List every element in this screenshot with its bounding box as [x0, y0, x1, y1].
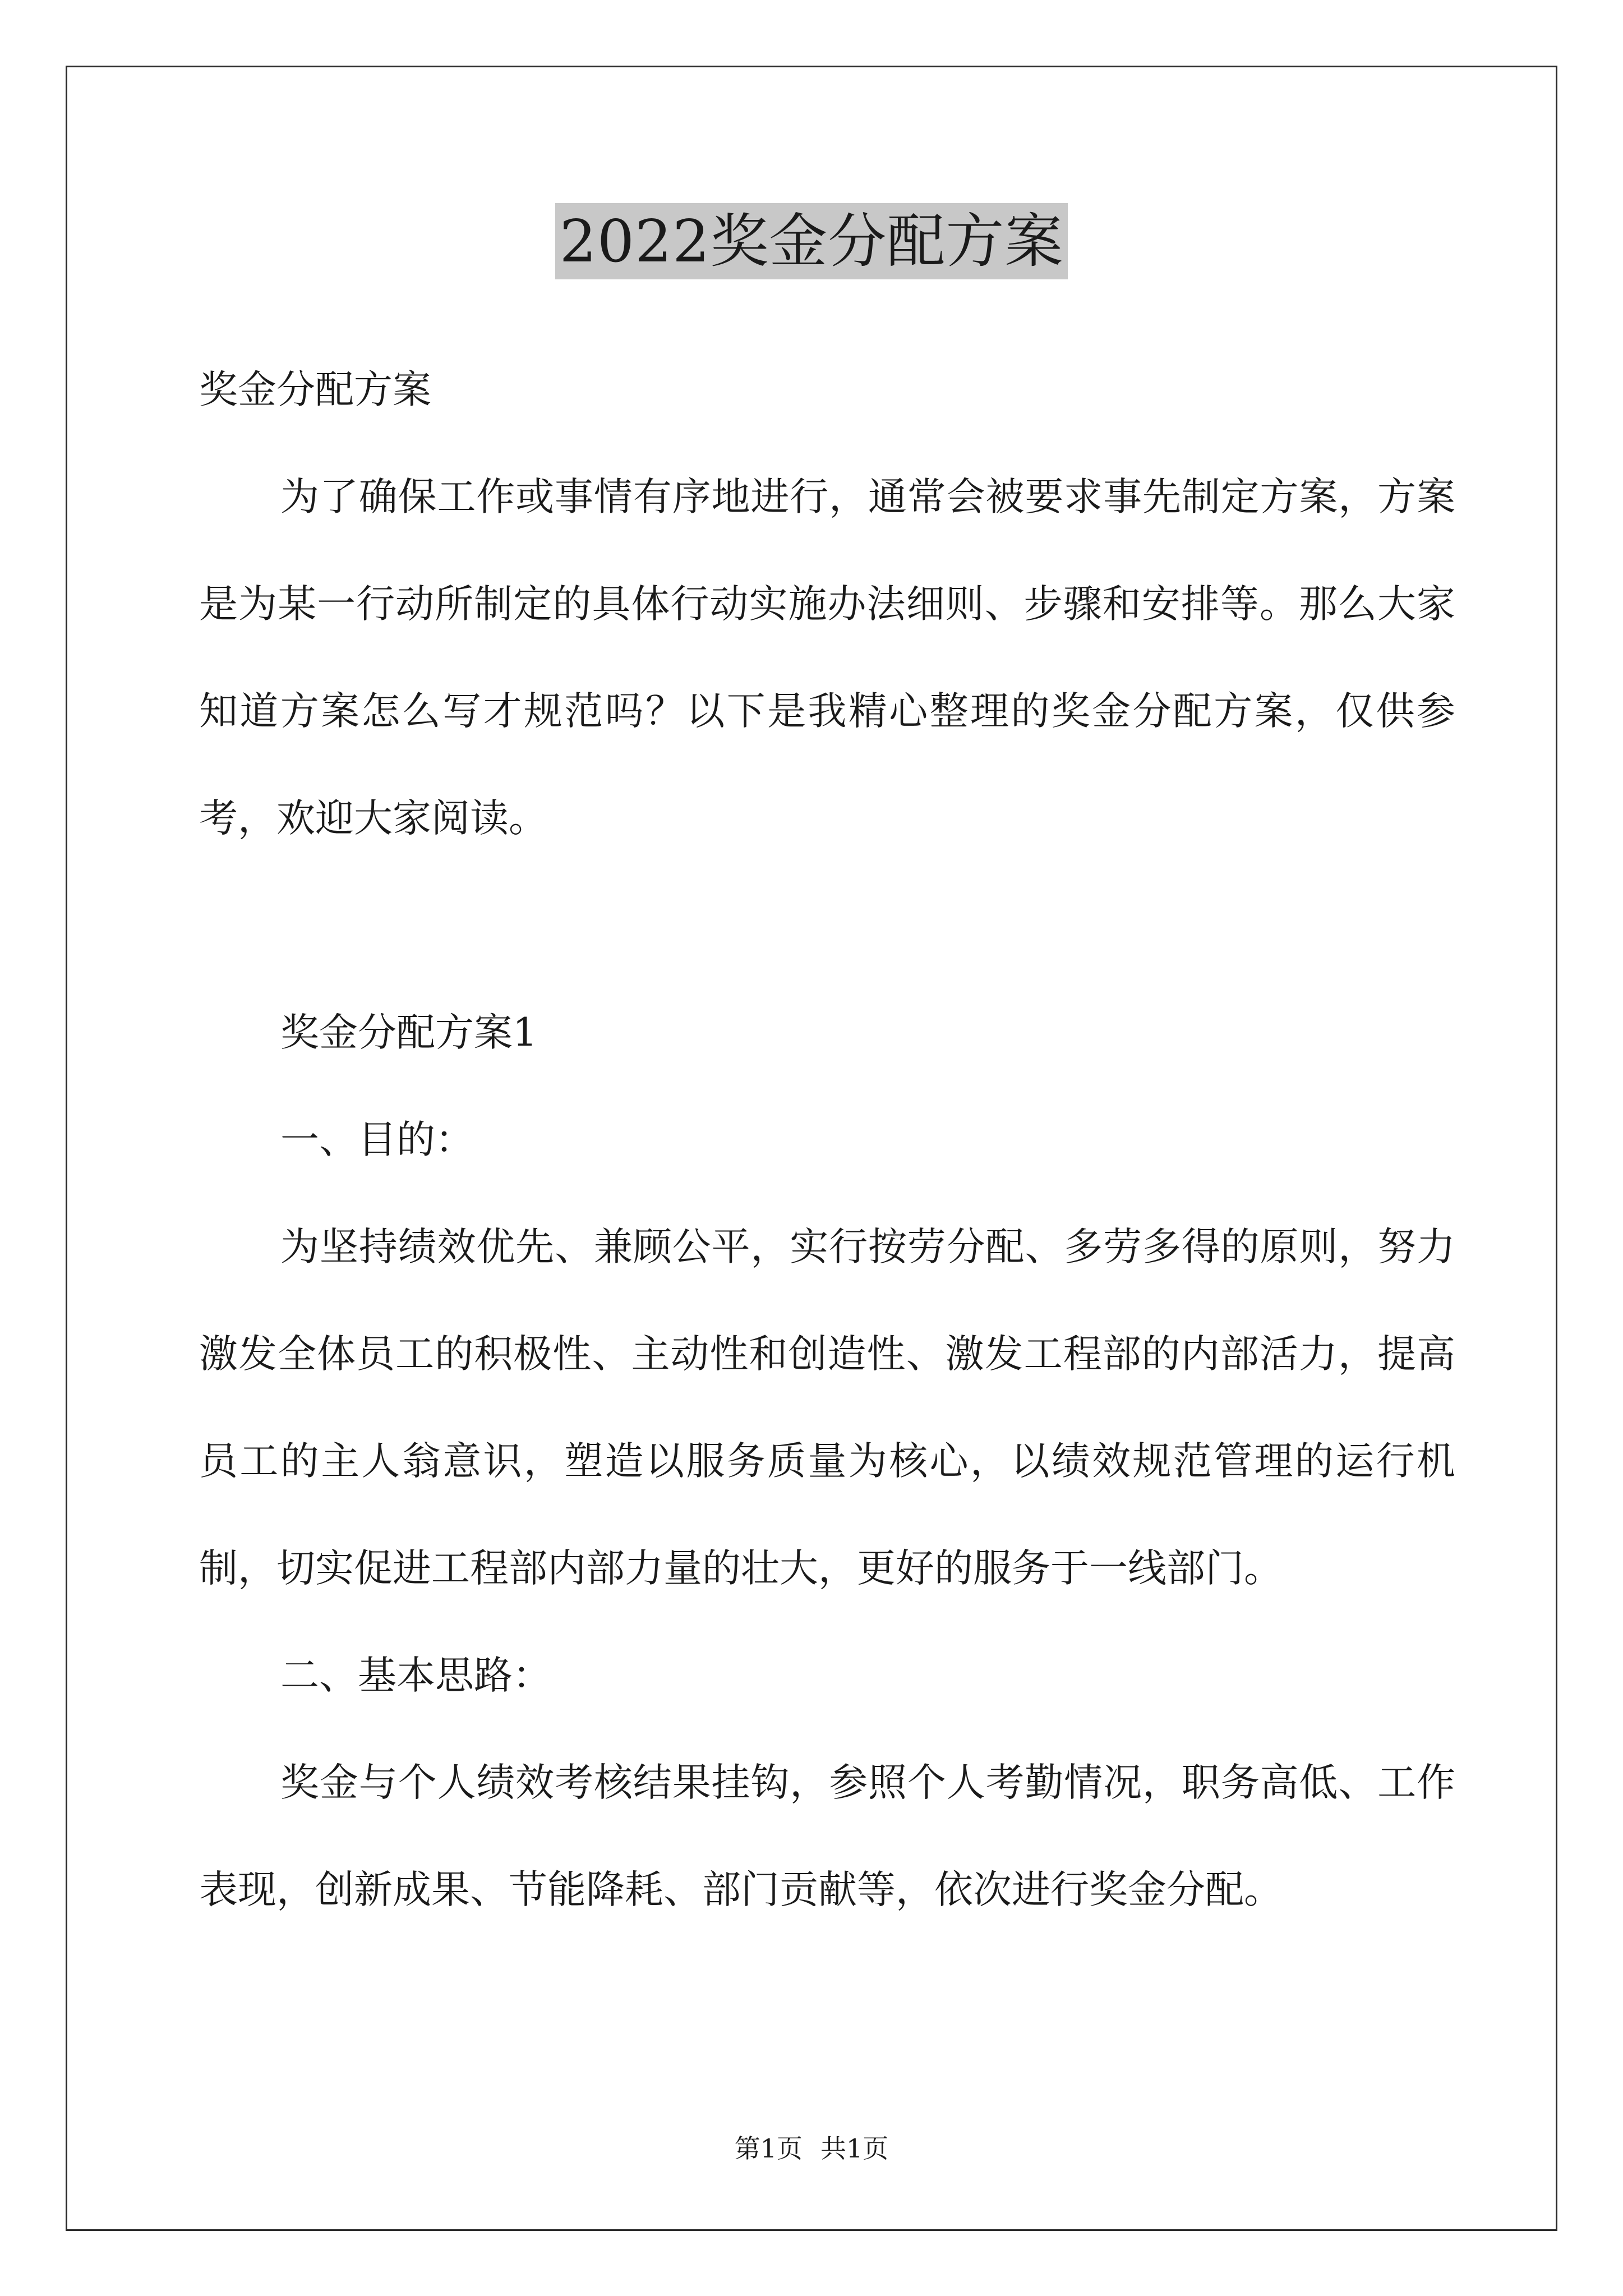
- approach-paragraph: 奖金与个人绩效考核结果挂钩，参照个人考勤情况，职务高低、工作表现，创新成果、节能降耗、部门贡献等，依次进行奖金分配。: [199, 1760, 1455, 1912]
- document-subtitle: 奖金分配方案: [199, 367, 431, 412]
- document-title: 2022奖金分配方案: [555, 203, 1068, 279]
- document-body: [199, 337, 1455, 1944]
- section-heading: 奖金分配方案1: [280, 1010, 537, 1055]
- purpose-paragraph: 为坚持绩效优先、兼顾公平，实行按劳分配、多劳多得的原则，努力激发全体员工的积极性、主动性和创造性、激发工程部的内部活力，提高员工的主人翁意识，塑造以服务质量为核心，以绩效规范管理的运行机制，切实促进工程部内部力量的壮大，更好的服务于一线部门。: [199, 1225, 1455, 1591]
- approach-heading: 二、基本思路：: [280, 1653, 551, 1698]
- intro-paragraph: 为了确保工作或事情有序地进行，通常会被要求事先制定方案，方案是为某一行动所制定的具体行动实施办法细则、步骤和安排等。那么大家知道方案怎么写才规范吗？以下是我精心整理的奖金分配方案，仅供参考，欢迎大家阅读。: [199, 475, 1455, 841]
- paragraph-gap: [199, 872, 1455, 979]
- title-container: [0, 203, 1623, 279]
- purpose-heading: 一、目的：: [280, 1117, 474, 1162]
- page-total: 共1页: [820, 2133, 889, 2164]
- page-number: 第1页: [734, 2133, 803, 2164]
- page-footer: [0, 2132, 1623, 2165]
